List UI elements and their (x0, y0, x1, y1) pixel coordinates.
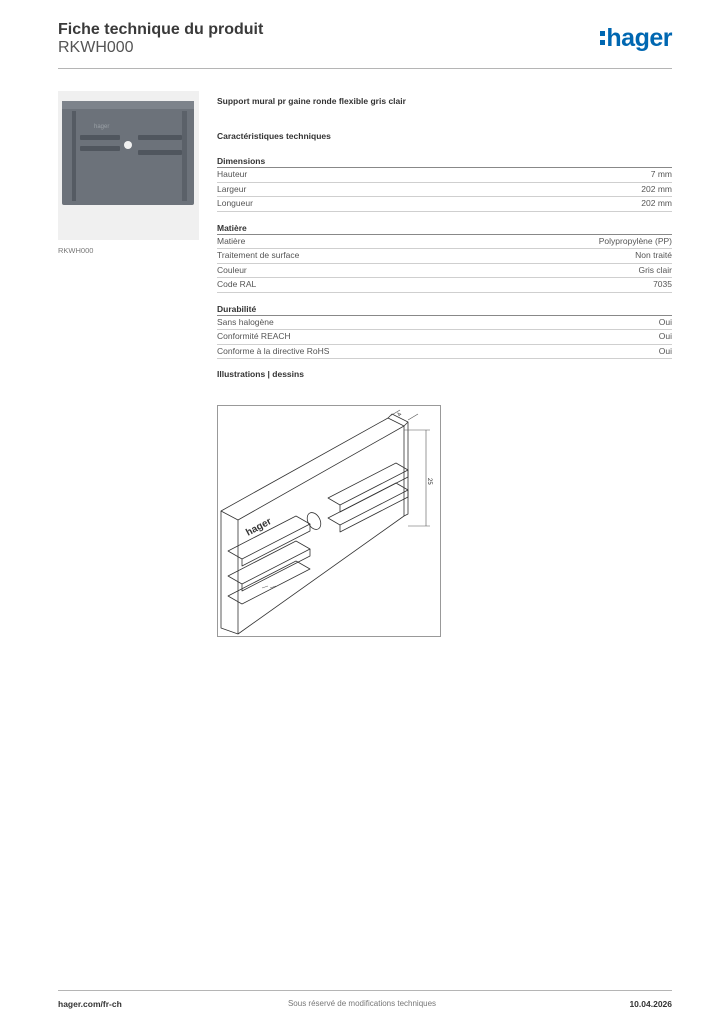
spec-row (217, 278, 672, 293)
spec-group-title: Durabilité (217, 303, 672, 316)
spec-value: 7035 (653, 279, 672, 289)
spec-group-material (217, 222, 672, 293)
spec-value: Polypropylène (PP) (598, 235, 672, 246)
product-description: Support mural pr gaine ronde flexible gris clair (217, 96, 406, 106)
product-details (217, 96, 672, 383)
spec-group-dimensions (217, 155, 672, 212)
wall-support-drawing-icon (218, 406, 440, 636)
page-title: Fiche technique du produit (58, 21, 264, 38)
spec-label: Sans halogène (217, 316, 274, 327)
footer-date: 10.04.2026 (629, 999, 672, 1009)
spec-value: 202 mm (641, 183, 672, 194)
spec-row (217, 249, 672, 264)
spec-group-durability (217, 303, 672, 360)
spec-group-title: Matière (217, 222, 672, 235)
spec-row (217, 316, 672, 331)
spec-value: 202 mm (641, 198, 672, 208)
footer-notice: Sous réservé de modifications techniques (287, 999, 437, 1008)
svg-text:hager: hager (94, 124, 110, 130)
product-reference: RKWH000 (58, 39, 134, 56)
thumbnail-caption: RKWH000 (58, 246, 94, 255)
spec-row (217, 264, 672, 279)
wall-support-photo-icon (58, 91, 199, 240)
spec-label: Longueur (217, 198, 253, 208)
spec-row (217, 183, 672, 198)
spec-label: Matière (217, 235, 246, 246)
technical-drawing (217, 405, 441, 637)
spec-label: Hauteur (217, 169, 248, 179)
spec-label: Code RAL (217, 279, 257, 289)
logo-text: hager (606, 24, 672, 52)
logo-dots-icon (600, 30, 605, 46)
spec-value: 7 mm (650, 169, 672, 179)
spec-value: Oui (658, 316, 672, 327)
spec-label: Couleur (217, 264, 247, 275)
header-divider (58, 68, 672, 69)
spec-row (217, 168, 672, 183)
spec-label: Conformité REACH (217, 331, 291, 341)
spec-value: Non traité (635, 250, 672, 260)
footer-divider (58, 990, 672, 991)
specs-title: Caractéristiques techniques (217, 131, 331, 141)
spec-row (217, 330, 672, 345)
spec-value: Oui (658, 331, 672, 341)
product-thumbnail (58, 91, 199, 240)
spec-label: Traitement de surface (217, 250, 300, 260)
spec-value: Oui (658, 345, 672, 356)
spec-row (217, 197, 672, 212)
spec-row (217, 235, 672, 250)
svg-text:4: 4 (396, 411, 404, 418)
spec-label: Conforme à la directive RoHS (217, 345, 330, 356)
svg-text:25: 25 (426, 478, 432, 485)
svg-text:hager: hager (244, 516, 274, 539)
footer-website-link[interactable]: hager.com/fr-ch (58, 999, 122, 1009)
hager-logo (600, 24, 672, 53)
spec-row (217, 345, 672, 360)
spec-group-title: Dimensions (217, 155, 672, 168)
illustrations-title: Illustrations | dessins (217, 369, 304, 379)
spec-label: Largeur (217, 183, 247, 194)
spec-value: Gris clair (638, 264, 672, 275)
